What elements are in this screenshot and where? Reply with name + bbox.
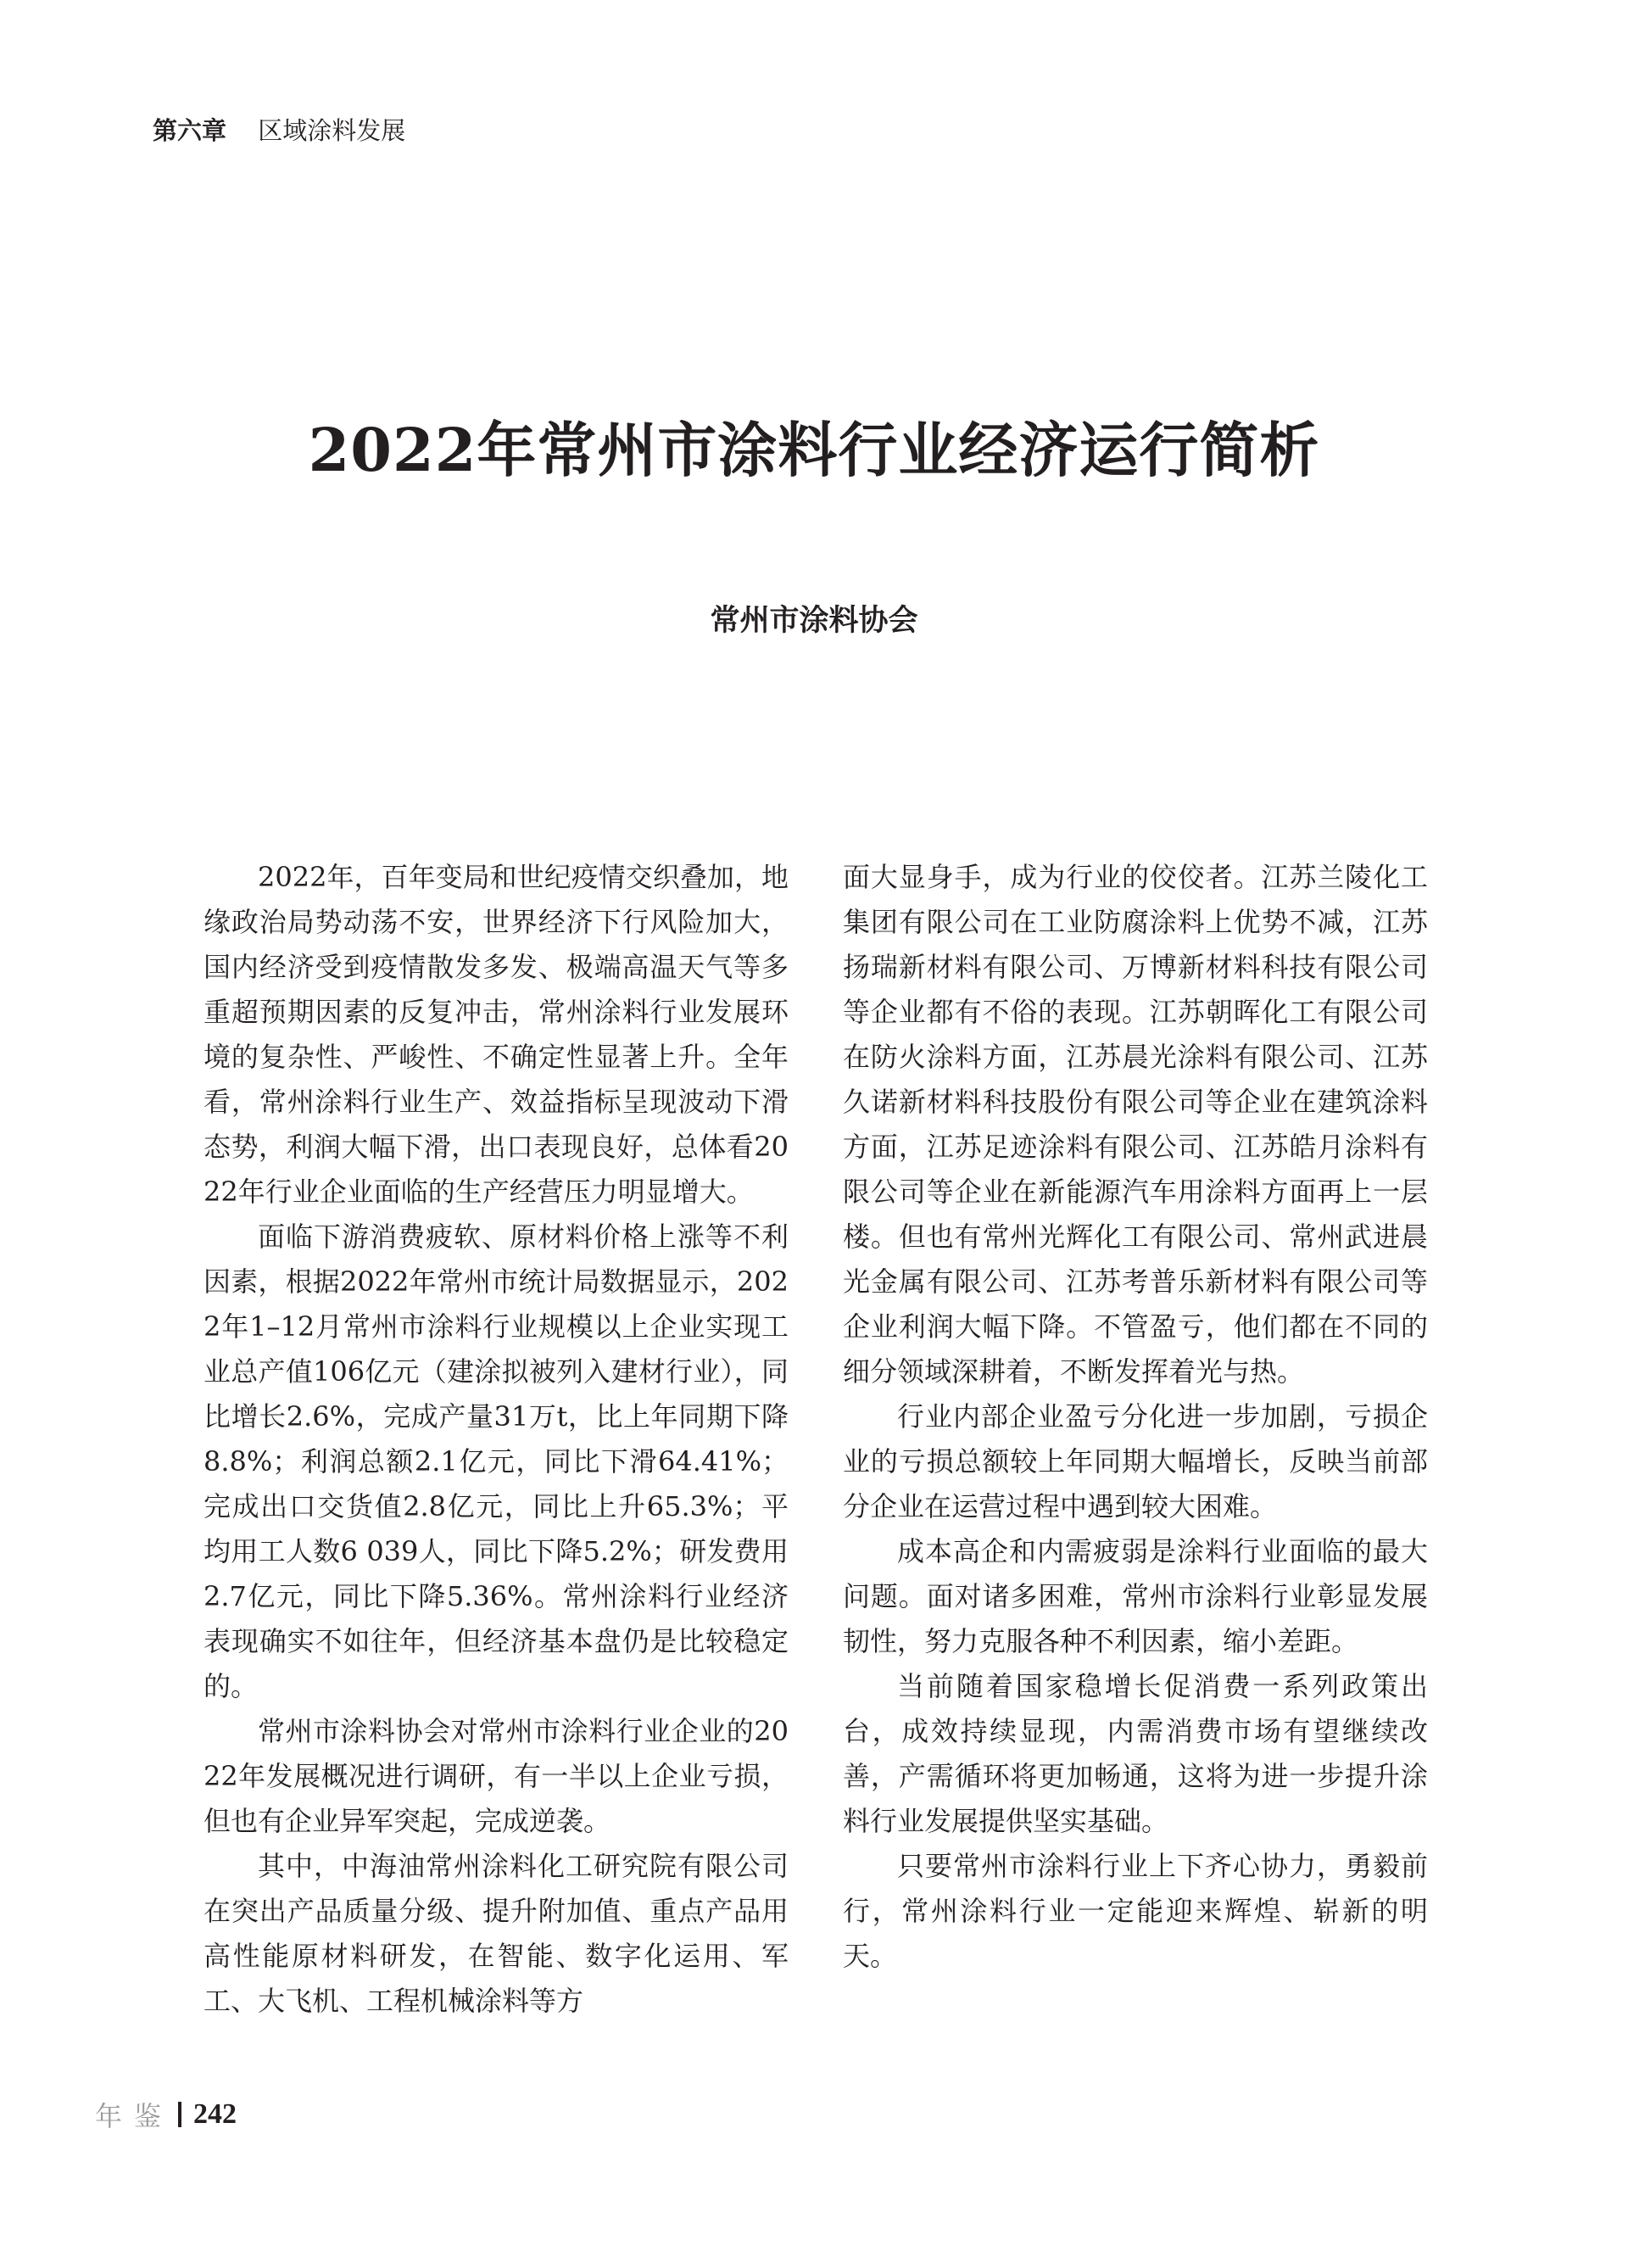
page-number: 242 [193, 2098, 237, 2130]
article-title: 2022年常州市涂料行业经济运行简析 [308, 414, 1320, 485]
running-header [153, 112, 405, 147]
paragraph: 当前随着国家稳增长促消费一系列政策出台，成效持续显现，内需消费市场有望继续改善，产需循环将更加畅通，这将为进一步提升涂料行业发展提供坚实基础。 [843, 1670, 1428, 1837]
yearbook-label: 年鉴 [95, 2100, 174, 2132]
left-text-column [204, 855, 789, 2024]
paragraph: 面临下游消费疲软、原材料价格上涨等不利因素，根据2022年常州市统计局数据显示，2022年1–12月常州市涂料行业规模以上企业实现工业总产值106亿元（建涂拟被列入建材行业），同比增长2.6%，完成产量31万t，比上年同期下降8.8%；利润总额2.1亿元，同比下滑64.41%；完成出口交货值2.8亿元，同比上升65.3%；平均用工人数6 039人，同比下降5.2%；研发费用2.7亿元，同比下降5.36%。常州涂料行业经济表现确实不如往年，但经济基本盘仍是比较稳定的。 [204, 1221, 789, 1702]
paragraph: 只要常州市涂料行业上下齐心协力，勇毅前行，常州涂料行业一定能迎来辉煌、崭新的明天。 [843, 1850, 1428, 1972]
paragraph: 2022年，百年变局和世纪疫情交织叠加，地缘政治局势动荡不安，世界经济下行风险加大，国内经济受到疫情散发多发、极端高温天气等多重超预期因素的反复冲击，常州涂料行业发展环境的复杂性、严峻性、不确定性显著上升。全年看，常州涂料行业生产、效益指标呈现波动下滑态势，利润大幅下滑，出口表现良好，总体看2022年行业企业面临的生产经营压力明显增大。 [204, 861, 789, 1208]
page-footer [95, 2095, 237, 2134]
chapter-label: 第六章 [153, 116, 227, 145]
paragraph: 行业内部企业盈亏分化进一步加剧，亏损企业的亏损总额较上年同期大幅增长，反映当前部分企业在运营过程中遇到较大困难。 [843, 1400, 1428, 1522]
right-text-column [843, 855, 1428, 1979]
paragraph: 面大显身手，成为行业的佼佼者。江苏兰陵化工集团有限公司在工业防腐涂料上优势不减，江苏扬瑞新材料有限公司、万博新材料科技有限公司等企业都有不俗的表现。江苏朝晖化工有限公司在防火涂料方面，江苏晨光涂料有限公司、江苏久诺新材料科技股份有限公司等企业在建筑涂料方面，江苏足迹涂料有限公司、江苏皓月涂料有限公司等企业在新能源汽车用涂料方面再上一层楼。但也有常州光辉化工有限公司、常州武进晨光金属有限公司、江苏考普乐新材料有限公司等企业利润大幅下降。不管盈亏，他们都在不同的细分领域深耕着，不断发挥着光与热。 [843, 861, 1428, 1388]
footer-divider [178, 2102, 181, 2127]
paragraph: 常州市涂料协会对常州市涂料行业企业的2022年发展概况进行调研，有一半以上企业亏损，但也有企业异军突起，完成逆袭。 [204, 1715, 789, 1837]
article-author: 常州市涂料协会 [710, 604, 918, 638]
paragraph: 其中，中海油常州涂料化工研究院有限公司在突出产品质量分级、提升附加值、重点产品用高性能原材料研发，在智能、数字化运用、军工、大飞机、工程机械涂料等方 [204, 1850, 789, 2017]
paragraph: 成本高企和内需疲弱是涂料行业面临的最大问题。面对诸多困难，常州市涂料行业彰显发展韧性，努力克服各种不利因素，缩小差距。 [843, 1535, 1428, 1657]
section-label: 区域涂料发展 [258, 116, 406, 145]
